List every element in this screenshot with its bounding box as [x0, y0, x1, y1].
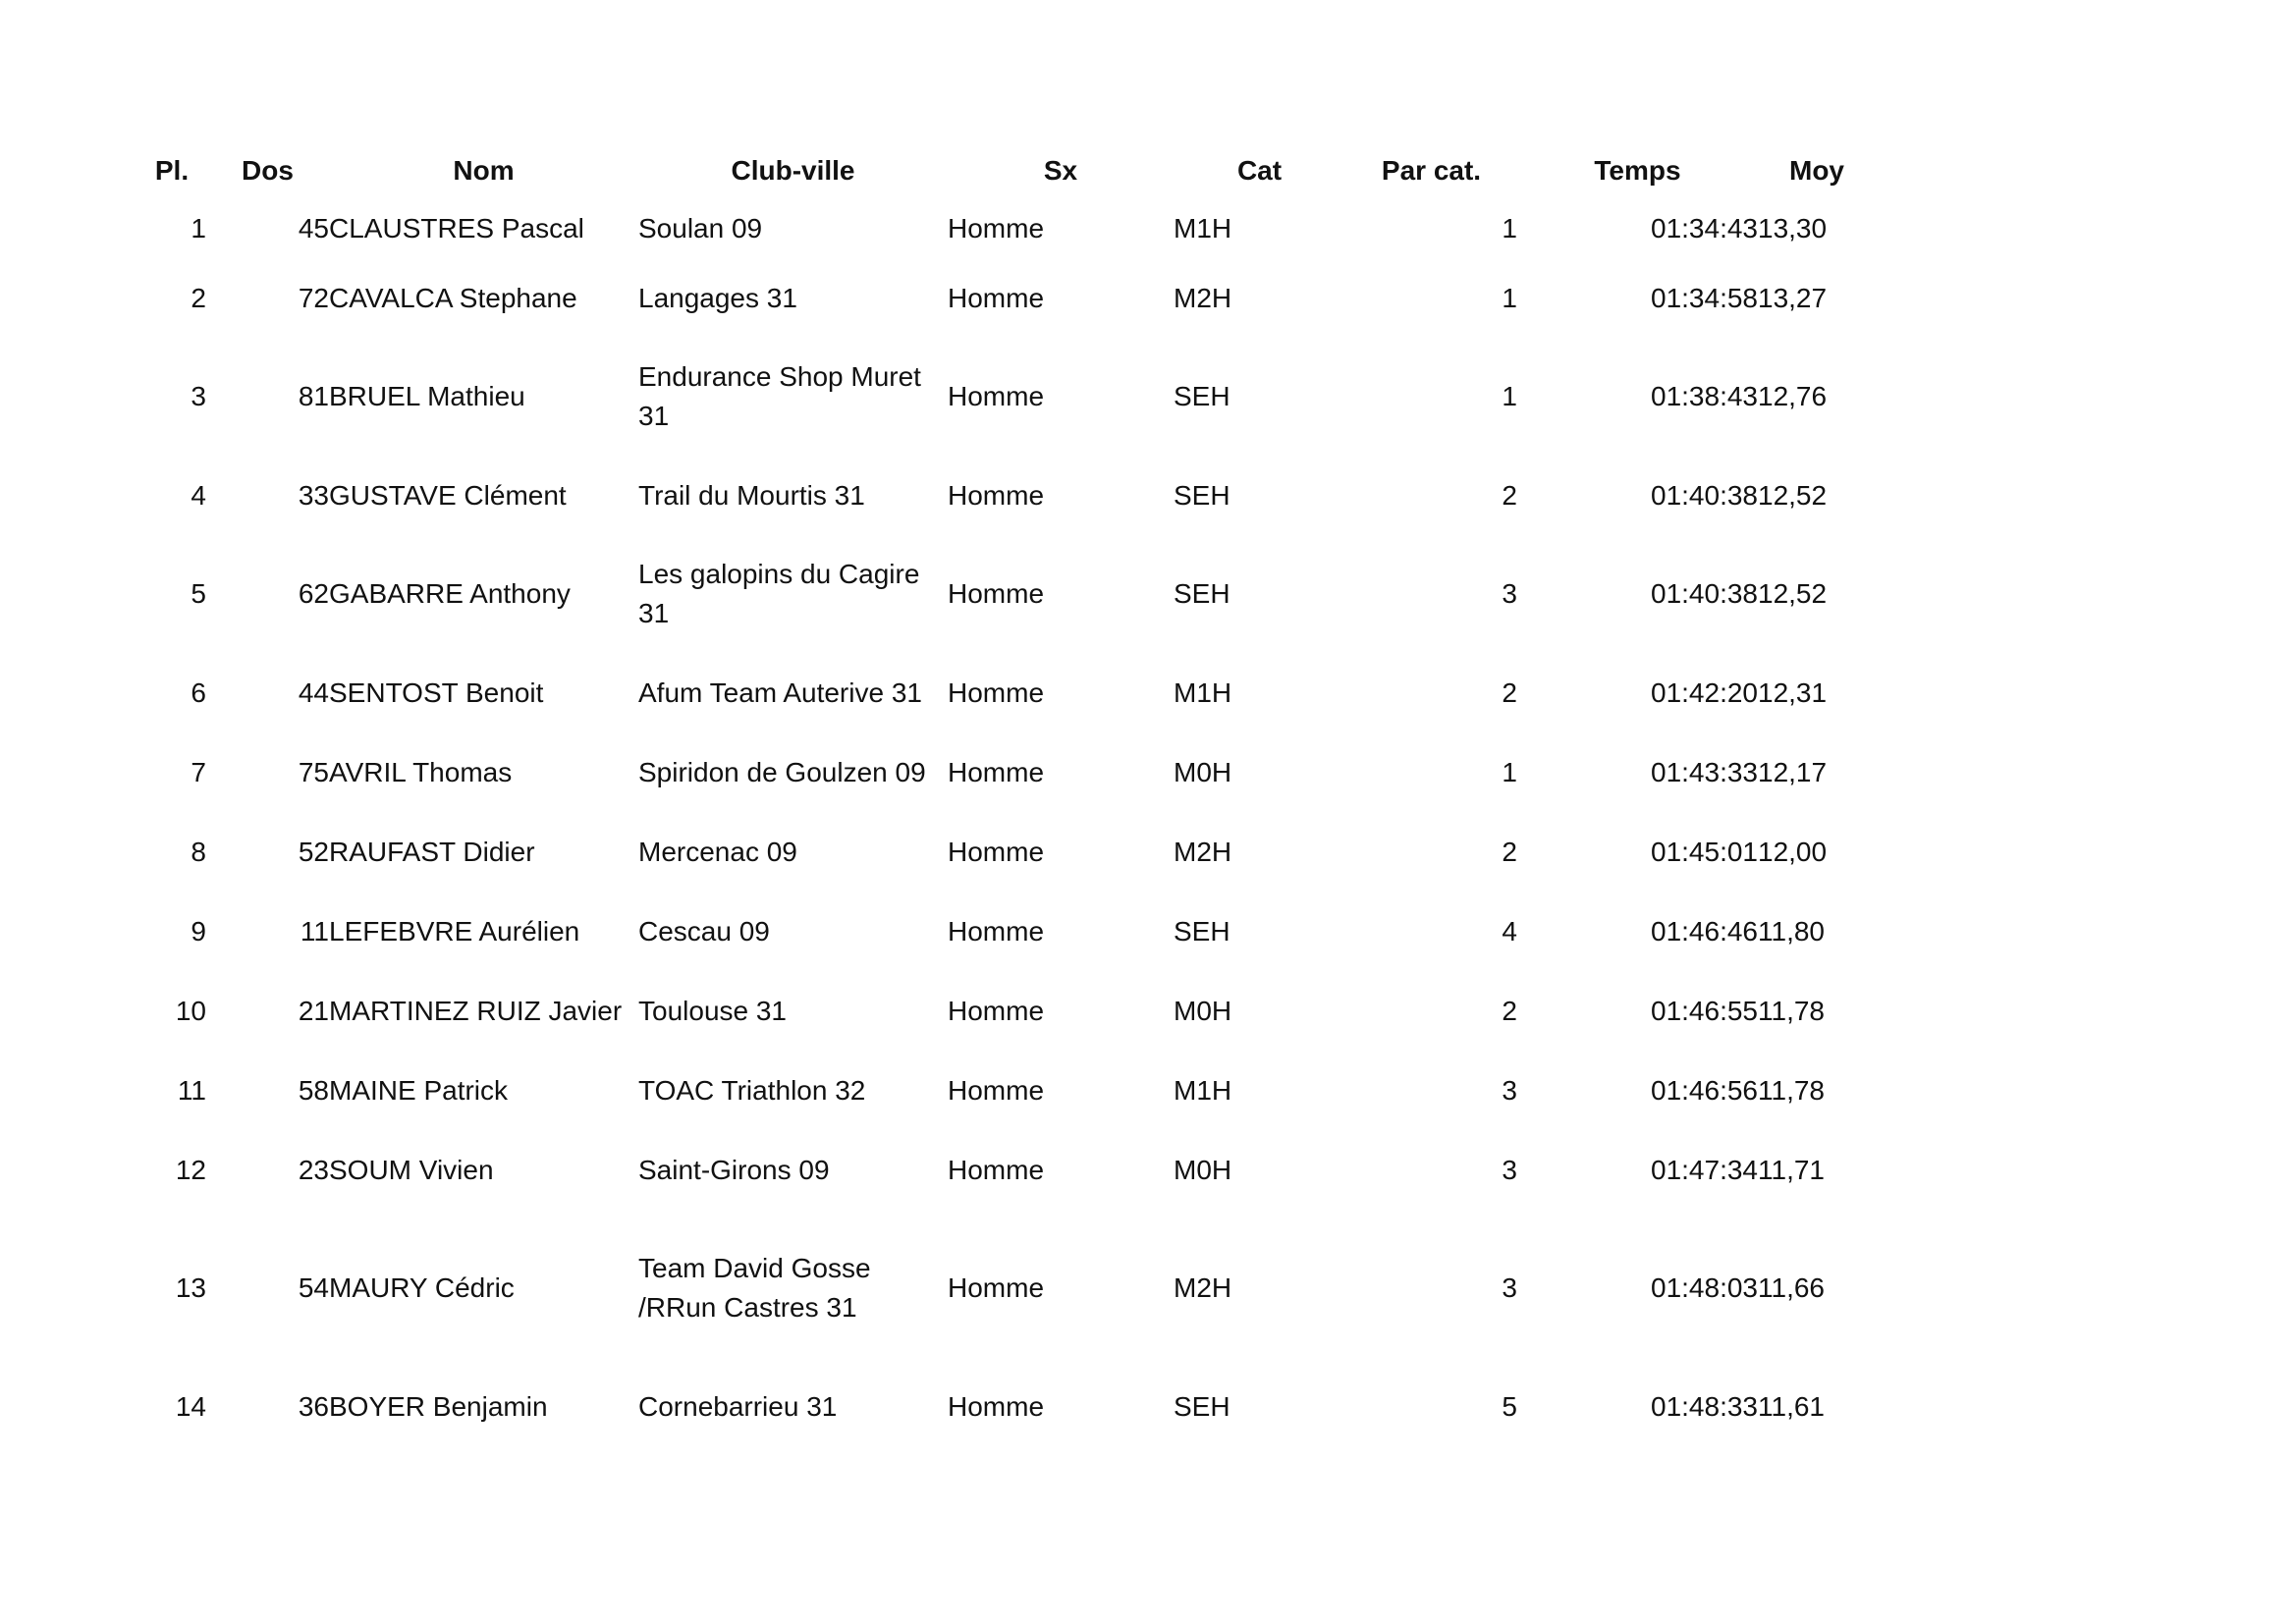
cell-cat-rank: 1 — [1502, 756, 1517, 787]
cell-place: 12 — [175, 1154, 206, 1185]
cell-average: 12,52 — [1758, 578, 1828, 609]
cell-place: 10 — [175, 995, 206, 1026]
cell-sex: Homme — [948, 282, 1045, 313]
header-average: Moy — [1789, 155, 1844, 186]
cell-average: 12,00 — [1758, 836, 1828, 867]
cell-category: SEH — [1174, 578, 1230, 609]
cell-club: Saint-Girons 09 — [638, 1154, 830, 1185]
cell-category: M2H — [1174, 836, 1232, 867]
cell-bib: 45 — [298, 213, 329, 243]
cell-sex: Homme — [948, 756, 1045, 787]
results-header — [137, 142, 1876, 199]
results-body — [137, 199, 1876, 1446]
table-row — [137, 653, 1876, 732]
cell-cat-rank: 2 — [1502, 995, 1517, 1026]
cell-sex: Homme — [948, 1390, 1045, 1422]
cell-bib: 72 — [298, 282, 329, 313]
cell-place: 2 — [191, 282, 206, 313]
table-row — [137, 1130, 1876, 1210]
cell-club: Team David Gosse /RRun Castres 31 — [638, 1253, 871, 1323]
cell-club: Mercenac 09 — [638, 836, 797, 867]
cell-sex: Homme — [948, 578, 1045, 609]
cell-name: CAVALCA Stephane — [329, 282, 577, 313]
cell-place: 3 — [191, 381, 206, 411]
cell-average: 11,78 — [1758, 995, 1825, 1026]
cell-sex: Homme — [948, 1272, 1045, 1303]
cell-category: SEH — [1174, 479, 1230, 511]
cell-place: 1 — [191, 213, 206, 243]
cell-category: M0H — [1174, 1154, 1232, 1185]
cell-time: 01:42:20 — [1651, 676, 1758, 708]
cell-cat-rank: 2 — [1502, 836, 1517, 867]
cell-bib: 11 — [300, 915, 329, 947]
cell-name: LEFEBVRE Aurélien — [329, 915, 580, 947]
table-row — [137, 338, 1876, 456]
cell-cat-rank: 3 — [1502, 578, 1517, 609]
table-row — [137, 1210, 1876, 1367]
cell-place: 11 — [177, 1074, 206, 1106]
cell-time: 01:38:43 — [1651, 381, 1758, 411]
header-category: Cat — [1236, 155, 1283, 186]
cell-club: Langages 31 — [638, 282, 797, 313]
cell-place: 5 — [191, 578, 206, 609]
cell-name: MAINE Patrick — [329, 1074, 509, 1106]
cell-bib: 44 — [298, 676, 329, 708]
cell-sex: Homme — [948, 676, 1045, 708]
cell-sex: Homme — [948, 995, 1045, 1026]
cell-bib: 75 — [298, 756, 329, 787]
cell-place: 7 — [191, 756, 206, 787]
cell-time: 01:45:01 — [1651, 836, 1758, 867]
cell-name: BOYER Benjamin — [329, 1390, 548, 1422]
cell-cat-rank: 3 — [1502, 1074, 1517, 1106]
cell-cat-rank: 5 — [1502, 1390, 1517, 1422]
cell-club: Endurance Shop Muret 31 — [638, 361, 921, 431]
cell-sex: Homme — [948, 479, 1045, 511]
table-row — [137, 1051, 1876, 1130]
table-row — [137, 812, 1876, 892]
cell-cat-rank: 3 — [1502, 1154, 1517, 1185]
header-time: Temps — [1594, 155, 1681, 186]
table-row — [137, 258, 1876, 338]
cell-name: SENTOST Benoit — [329, 676, 544, 708]
cell-time: 01:48:33 — [1651, 1390, 1758, 1422]
cell-bib: 81 — [298, 381, 329, 411]
cell-time: 01:40:38 — [1651, 479, 1758, 511]
header-club: Club-ville — [731, 155, 855, 186]
cell-category: SEH — [1174, 915, 1230, 947]
cell-category: M1H — [1174, 676, 1232, 708]
cell-time: 01:46:56 — [1651, 1074, 1758, 1106]
cell-club: TOAC Triathlon 32 — [638, 1074, 866, 1106]
cell-name: MAURY Cédric — [329, 1272, 515, 1303]
cell-sex: Homme — [948, 213, 1045, 243]
header-place: Pl. — [154, 155, 190, 186]
cell-time: 01:34:43 — [1651, 213, 1758, 243]
cell-club: Toulouse 31 — [638, 995, 788, 1026]
cell-name: GABARRE Anthony — [329, 578, 571, 609]
cell-cat-rank: 3 — [1502, 1272, 1517, 1303]
cell-sex: Homme — [948, 836, 1045, 867]
cell-time: 01:47:34 — [1651, 1154, 1758, 1185]
cell-time: 01:46:55 — [1651, 995, 1758, 1026]
cell-club: Les galopins du Cagire 31 — [638, 559, 920, 628]
cell-name: GUSTAVE Clément — [329, 479, 567, 511]
cell-club: Cescau 09 — [638, 915, 770, 947]
cell-time: 01:34:58 — [1651, 282, 1758, 313]
table-row — [137, 1367, 1876, 1446]
cell-average: 12,76 — [1758, 381, 1828, 411]
cell-name: AVRIL Thomas — [329, 756, 513, 787]
cell-average: 12,17 — [1758, 756, 1828, 787]
table-row — [137, 732, 1876, 812]
cell-average: 11,61 — [1758, 1390, 1825, 1422]
cell-place: 4 — [191, 479, 206, 511]
cell-place: 9 — [191, 915, 206, 947]
cell-category: M0H — [1174, 756, 1232, 787]
cell-category: SEH — [1174, 381, 1230, 411]
cell-sex: Homme — [948, 915, 1045, 947]
cell-bib: 36 — [298, 1390, 329, 1422]
header-row — [137, 142, 1876, 199]
cell-time: 01:46:46 — [1651, 915, 1758, 947]
cell-bib: 54 — [298, 1272, 329, 1303]
cell-bib: 58 — [298, 1074, 329, 1106]
header-bib: Dos — [242, 155, 294, 186]
cell-cat-rank: 1 — [1502, 282, 1517, 313]
cell-place: 13 — [175, 1272, 206, 1303]
cell-bib: 21 — [298, 995, 329, 1026]
results-table — [137, 142, 1876, 1446]
cell-cat-rank: 1 — [1502, 213, 1517, 243]
cell-name: MARTINEZ RUIZ Javier — [329, 995, 623, 1026]
cell-time: 01:48:03 — [1651, 1272, 1758, 1303]
table-row — [137, 456, 1876, 535]
cell-cat-rank: 2 — [1502, 479, 1517, 511]
cell-name: CLAUSTRES Pascal — [329, 213, 584, 243]
cell-place: 6 — [191, 676, 206, 708]
header-name: Nom — [453, 155, 515, 186]
cell-average: 11,71 — [1758, 1154, 1825, 1185]
cell-cat-rank: 4 — [1502, 915, 1517, 947]
table-row — [137, 892, 1876, 971]
cell-club: Afum Team Auterive 31 — [638, 676, 922, 708]
cell-category: M1H — [1174, 1074, 1232, 1106]
cell-cat-rank: 2 — [1502, 676, 1517, 708]
cell-place: 8 — [191, 836, 206, 867]
cell-place: 14 — [175, 1390, 206, 1422]
cell-bib: 62 — [298, 578, 329, 609]
table-row — [137, 199, 1876, 258]
cell-average: 11,78 — [1758, 1074, 1825, 1106]
cell-sex: Homme — [948, 1074, 1045, 1106]
header-cat-rank: Par cat. — [1381, 155, 1482, 186]
cell-time: 01:40:38 — [1651, 578, 1758, 609]
cell-club: Cornebarrieu 31 — [638, 1390, 838, 1422]
cell-bib: 23 — [298, 1154, 329, 1185]
cell-category: M0H — [1174, 995, 1232, 1026]
cell-average: 13,27 — [1758, 282, 1828, 313]
cell-club: Soulan 09 — [638, 213, 763, 243]
cell-average: 12,52 — [1758, 479, 1828, 511]
cell-time: 01:43:33 — [1651, 756, 1758, 787]
cell-bib: 33 — [298, 479, 329, 511]
cell-average: 11,80 — [1758, 915, 1825, 947]
cell-name: BRUEL Mathieu — [329, 381, 525, 411]
cell-average: 13,30 — [1758, 213, 1828, 243]
cell-average: 11,66 — [1758, 1272, 1825, 1303]
cell-sex: Homme — [948, 381, 1045, 411]
cell-name: RAUFAST Didier — [329, 836, 535, 867]
header-sex: Sx — [1043, 155, 1078, 186]
table-row — [137, 535, 1876, 653]
cell-cat-rank: 1 — [1502, 381, 1517, 411]
cell-club: Trail du Mourtis 31 — [638, 479, 865, 511]
cell-sex: Homme — [948, 1154, 1045, 1185]
cell-category: M2H — [1174, 282, 1232, 313]
cell-average: 12,31 — [1758, 676, 1828, 708]
cell-category: M1H — [1174, 213, 1232, 243]
table-row — [137, 971, 1876, 1051]
cell-category: M2H — [1174, 1272, 1232, 1303]
cell-name: SOUM Vivien — [329, 1154, 494, 1185]
cell-club: Spiridon de Goulzen 09 — [638, 756, 926, 787]
cell-bib: 52 — [298, 836, 329, 867]
cell-category: SEH — [1174, 1390, 1230, 1422]
